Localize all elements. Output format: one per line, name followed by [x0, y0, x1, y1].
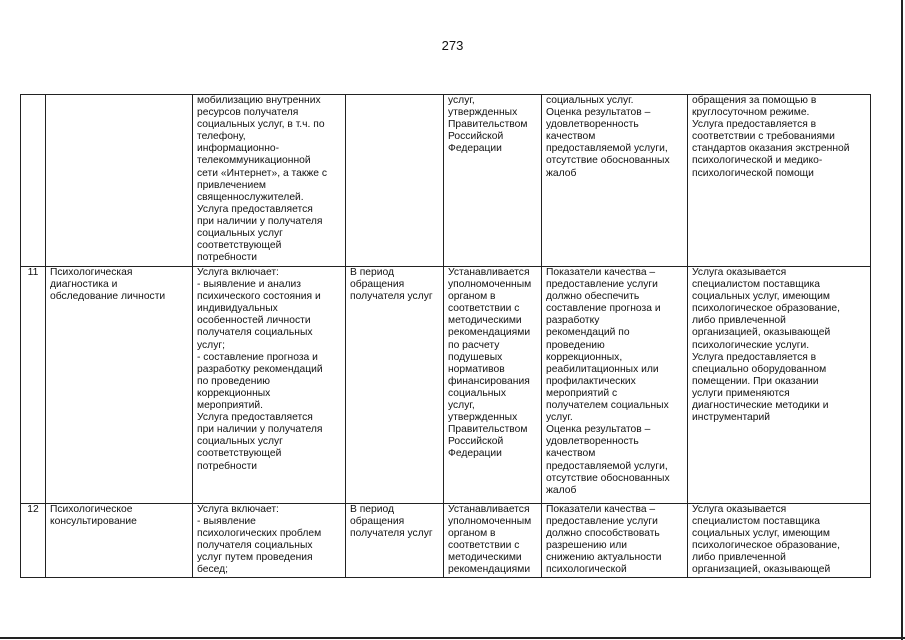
- service-quality-cell: Показатели качества – предоставление услуги должно обеспечить составление прогноза и разработку рекомендаций по проведению коррекционных, реабилитационных или профилактических мероприятий с получателем социальных услуг. Оценка результатов – удовлетворенность качеством предоставляемой услуги, отсутствие обоснованных жалоб: [542, 267, 688, 504]
- row-number-cell: [21, 95, 46, 267]
- service-conditions-cell: Услуга оказывается специалистом поставщика социальных услуг, имеющим психологическое образование, либо привлеченной организацией, оказывающей: [688, 504, 871, 578]
- table-row: [21, 95, 871, 267]
- service-norm-cell: Устанавливается уполномоченным органом в соответствии с методическими рекомендациями по расчету подушевых нормативов финансирования социальных услуг, утвержденных Правительством Российской Федерации: [444, 267, 542, 504]
- service-quality-cell: Показатели качества – предоставление услуги должно способствовать разрешению или снижению актуальности психологической: [542, 504, 688, 578]
- service-quality-cell: социальных услуг. Оценка результатов – удовлетворенность качеством предоставляемой услуги, отсутствие обоснованных жалоб: [542, 95, 688, 267]
- service-content-cell: мобилизацию внутренних ресурсов получателя социальных услуг, в т.ч. по телефону, информационно- телекоммуникационной сети «Интернет», а также с привлечением священнослужителей. Услуга предоставляется при наличии у получателя социальных услуг соответствующей потребности: [193, 95, 346, 267]
- row-number-cell: 11: [21, 267, 46, 504]
- service-norm-cell: услуг, утвержденных Правительством Российской Федерации: [444, 95, 542, 267]
- service-period-cell: В период обращения получателя услуг: [346, 267, 444, 504]
- page-number: 273: [441, 38, 464, 53]
- service-conditions-cell: обращения за помощью в круглосуточном режиме. Услуга предоставляется в соответствии с требованиями стандартов оказания экстренной психологической и медико- психологической помощи: [688, 95, 871, 267]
- service-period-cell: В период обращения получателя услуг: [346, 504, 444, 578]
- service-period-cell: [346, 95, 444, 267]
- service-content-cell: Услуга включает: - выявление психологических проблем получателя социальных услуг путем проведения бесед;: [193, 504, 346, 578]
- row-number-cell: 12: [21, 504, 46, 578]
- scan-edge-bottom: [0, 637, 905, 639]
- scan-edge-right: [901, 0, 903, 640]
- service-norm-cell: Устанавливается уполномоченным органом в соответствии с методическими рекомендациями: [444, 504, 542, 578]
- services-table: [20, 94, 871, 578]
- table-row: [21, 504, 871, 578]
- service-name-cell: Психологическое консультирование: [46, 504, 193, 578]
- service-conditions-cell: Услуга оказывается специалистом поставщика социальных услуг, имеющим психологическое образование, либо привлеченной организацией, оказывающей психологические услуги. Услуга предоставляется в специально оборудованном помещении. При оказании услуги применяются диагностические методики и инструментарий: [688, 267, 871, 504]
- service-name-cell: [46, 95, 193, 267]
- service-content-cell: Услуга включает: - выявление и анализ психического состояния и индивидуальных особенностей личности получателя социальных услуг; - составление прогноза и разработку рекомендаций по проведению коррекционных мероприятий. Услуга предоставляется при наличии у получателя социальных услуг соответствующей потребности: [193, 267, 346, 504]
- table-row: [21, 267, 871, 504]
- service-name-cell: Психологическая диагностика и обследование личности: [46, 267, 193, 504]
